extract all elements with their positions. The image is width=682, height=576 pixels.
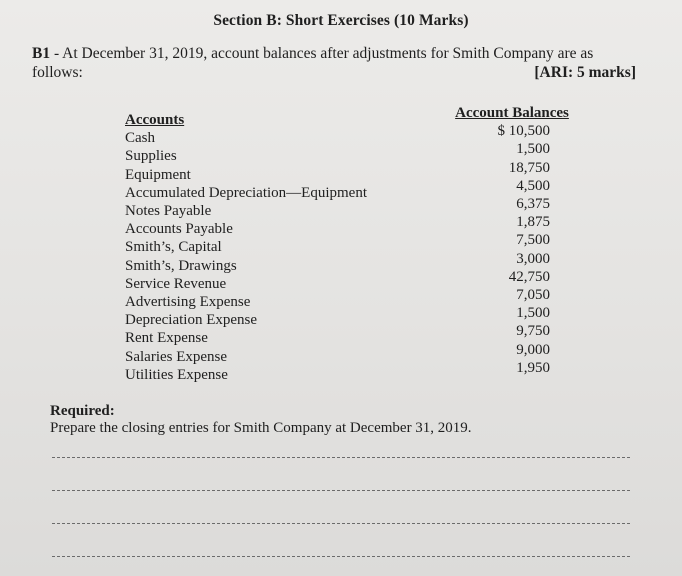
balances-column [448,104,576,377]
required-label: Required: [50,403,115,419]
account-name: Utilities Expense [125,366,228,383]
account-balance: 42,750 [508,268,550,285]
answer-line[interactable] [52,457,630,458]
accounts-header: Accounts [125,112,185,128]
account-balance: 6,375 [516,196,550,213]
account-balance: 4,500 [516,177,550,194]
account-name: Service Revenue [125,275,227,292]
answer-line[interactable] [52,523,630,524]
account-balance: 9,000 [516,341,550,358]
account-name: Salaries Expense [125,348,228,365]
account-balance: $ 10,500 [497,123,550,140]
answer-line[interactable] [52,490,630,491]
account-balance: 3,000 [516,250,550,267]
account-name: Accounts Payable [125,221,233,238]
balances-header: Account Balances [455,105,569,121]
account-balance: 18,750 [508,159,550,176]
required-section [50,403,472,437]
account-name: Accumulated Depreciation—Equipment [125,184,367,201]
answer-line[interactable] [52,556,630,557]
account-name: Notes Payable [125,203,212,220]
account-balance: 9,750 [516,323,550,340]
account-balance: 1,500 [516,141,550,158]
question-text-1: - At December 31, 2019, account balances after adjustments for Smith Company are as [50,45,594,62]
question-number: B1 [32,45,51,62]
section-title: Section B: Short Exercises (10 Marks) [213,12,469,29]
account-name: Advertising Expense [125,294,251,311]
accounts-column [125,111,367,384]
question-line-1 [32,45,593,63]
marks-label: [ARI: 5 marks] [534,64,636,81]
account-name: Smith’s, Capital [125,239,222,256]
required-text: Prepare the closing entries for Smith Company at December 31, 2019. [50,420,472,436]
account-balance: 1,500 [516,305,550,322]
account-balance: 7,050 [516,287,550,304]
account-name: Cash [125,130,155,147]
account-name: Equipment [125,166,191,183]
account-balance: 1,875 [516,214,550,231]
account-name: Smith’s, Drawings [125,257,237,274]
account-name: Rent Expense [125,330,208,347]
account-name: Supplies [125,148,177,165]
account-name: Depreciation Expense [125,312,258,329]
question-line-2: follows: [32,64,83,81]
account-balance: 7,500 [516,232,550,249]
account-balance: 1,950 [516,359,550,376]
